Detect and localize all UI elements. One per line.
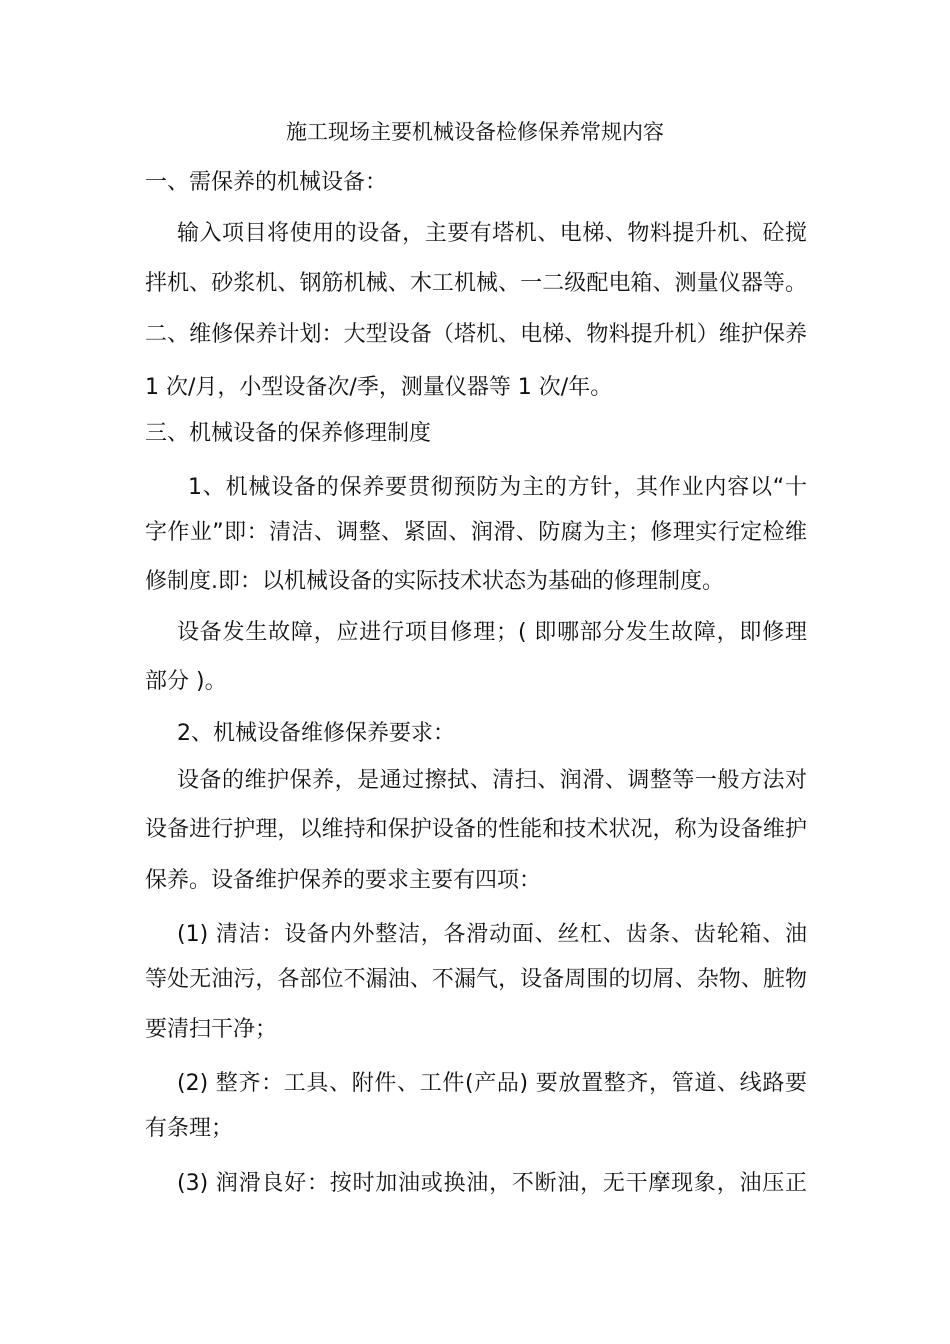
paragraph-line: 有条理； [145,1116,234,1141]
list-item: (2) 整齐：工具、附件、工件(产品) 要放置整齐，管道、线路要 [177,1071,807,1096]
paragraph-line: 等处无油污，各部位不漏油、不漏气，设备周围的切屑、杂物、脏物 [145,967,807,992]
paragraph-line: 保养。设备维护保养的要求主要有四项： [145,868,542,893]
paragraph-line: 设备的维护保养，是通过擦拭、清扫、润滑、调整等一般方法对 [177,768,807,793]
paragraph-line: 1 次/月，小型设备次/季，测量仪器等 1 次/年。 [145,375,613,400]
section-heading-3: 三、机械设备的保养修理制度 [145,421,432,446]
paragraph-line: 要清扫干净； [145,1017,278,1042]
section-heading-2: 二、维修保养计划：大型设备（塔机、电梯、物料提升机）维护保养 [145,322,807,347]
list-item: (1) 清洁：设备内外整洁，各滑动面、丝杠、齿条、齿轮箱、油 [177,922,807,947]
paragraph-line: 1、机械设备的保养要贯彻预防为主的方针，其作业内容以“十 [188,475,807,500]
paragraph-line: 字作业”即：清洁、调整、紧固、润滑、防腐为主；修理实行定检维 [145,520,807,545]
section-heading-1: 一、需保养的机械设备： [145,170,388,195]
document-title: 施工现场主要机械设备检修保养常规内容 [286,120,664,144]
paragraph-line: 修制度.即：以机械设备的实际技术状态为基础的修理制度。 [145,569,724,594]
paragraph-line: 设备进行护理，以维持和保护设备的性能和技术状况，称为设备维护 [145,817,807,842]
subsection-heading: 2、机械设备维修保养要求： [177,721,455,746]
paragraph-line: 部分 )。 [145,669,227,694]
paragraph-line: 输入项目将使用的设备，主要有塔机、电梯、物料提升机、砼搅 [177,221,807,246]
list-item: (3) 润滑良好：按时加油或换油，不断油，无干摩现象，油压正 [177,1171,807,1196]
paragraph-line: 设备发生故障，应进行项目修理；( 即哪部分发生故障，即修理 [177,620,807,645]
paragraph-line: 拌机、砂浆机、钢筋机械、木工机械、一二级配电箱、测量仪器等。 [145,271,807,296]
